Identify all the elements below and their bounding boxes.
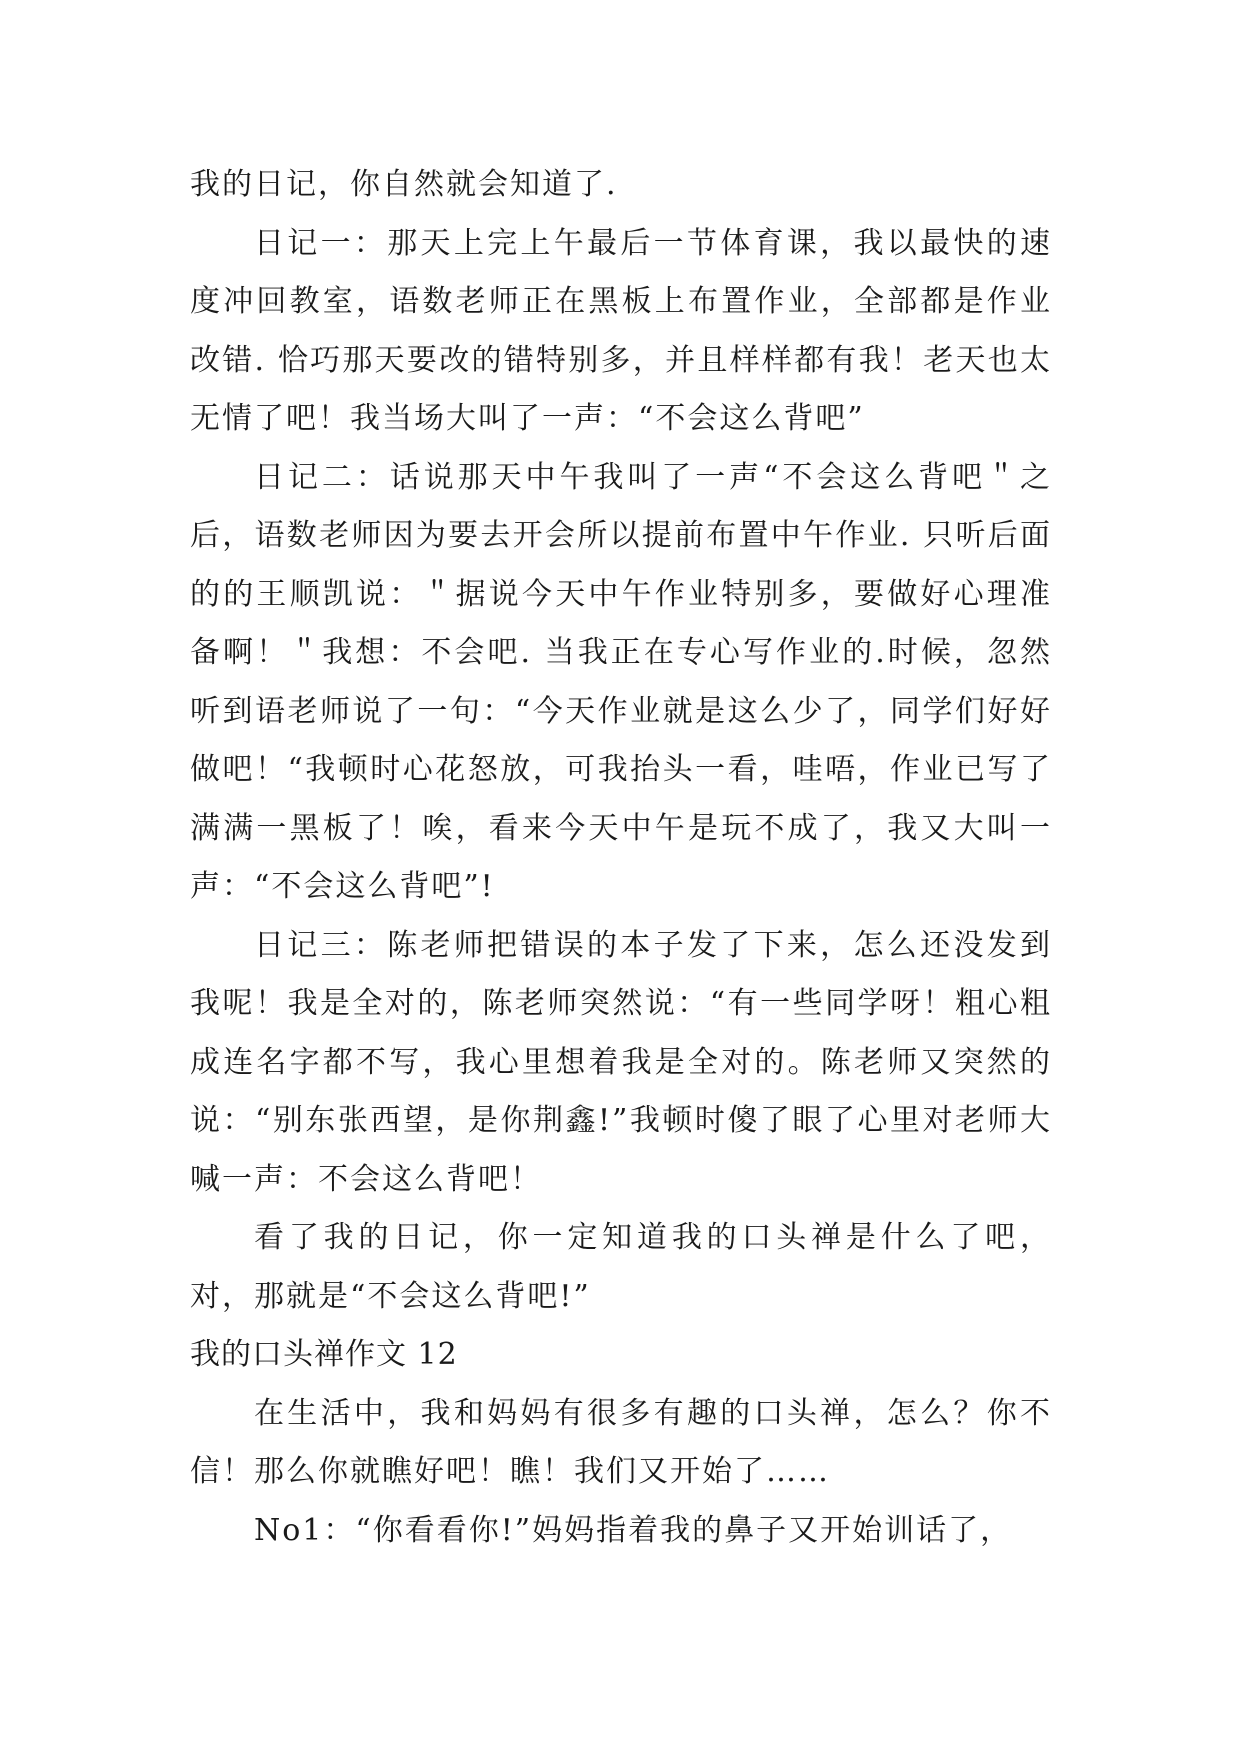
document-body: [190, 156, 1052, 1560]
paragraph-conclusion: 看了我的日记，你一定知道我的口头禅是什么了吧，对，那就是“不会这么背吧!”: [190, 1220, 1052, 1314]
paragraph-no1: No1：“你看看你!”妈妈指着我的鼻子又开始训话了，: [254, 1512, 1013, 1548]
paragraph-diary-two: 日记二：话说那天中午我叫了一声“不会这么背吧＂之后，语数老师因为要去开会所以提前布置中午作业. 只听后面的的王顺凯说：＂据说今天中午作业特别多，要做好心理准备啊！＂我想：不会吧. 当我正在专心写作业的.时候，忽然听到语老师说了一句：“今天作业就是这么少了，同学们好好做吧！“我顿时心花怒放，可我抬头一看，哇唔，作业已写了满满一黑板了！唉，看来今天中午是玩不成了，我又大叫一声：“不会这么背吧”!: [190, 459, 1052, 904]
paragraph-diary-one: 日记一：那天上完上午最后一节体育课，我以最快的速度冲回教室，语数老师正在黑板上布置作业，全部都是作业改错. 恰巧那天要改的错特别多，并且样样都有我！老天也太无情了吧！我当场大叫了一声：“不会这么背吧”: [190, 225, 1052, 436]
paragraph-essay-intro: 在生活中，我和妈妈有很多有趣的口头禅，怎么？你不信！那么你就瞧好吧！瞧！我们又开始了……: [190, 1395, 1052, 1489]
paragraph-intro-fragment: 我的日记，你自然就会知道了.: [190, 167, 618, 202]
essay-heading: 我的口头禅作文 12: [190, 1337, 458, 1372]
paragraph-diary-three: 日记三：陈老师把错误的本子发了下来，怎么还没发到我呢！我是全对的，陈老师突然说：“有一些同学呀！粗心粗成连名字都不写，我心里想着我是全对的。陈老师又突然的说：“别东张西望，是你荆鑫!”我顿时傻了眼了心里对老师大喊一声：不会这么背吧！: [190, 927, 1052, 1197]
